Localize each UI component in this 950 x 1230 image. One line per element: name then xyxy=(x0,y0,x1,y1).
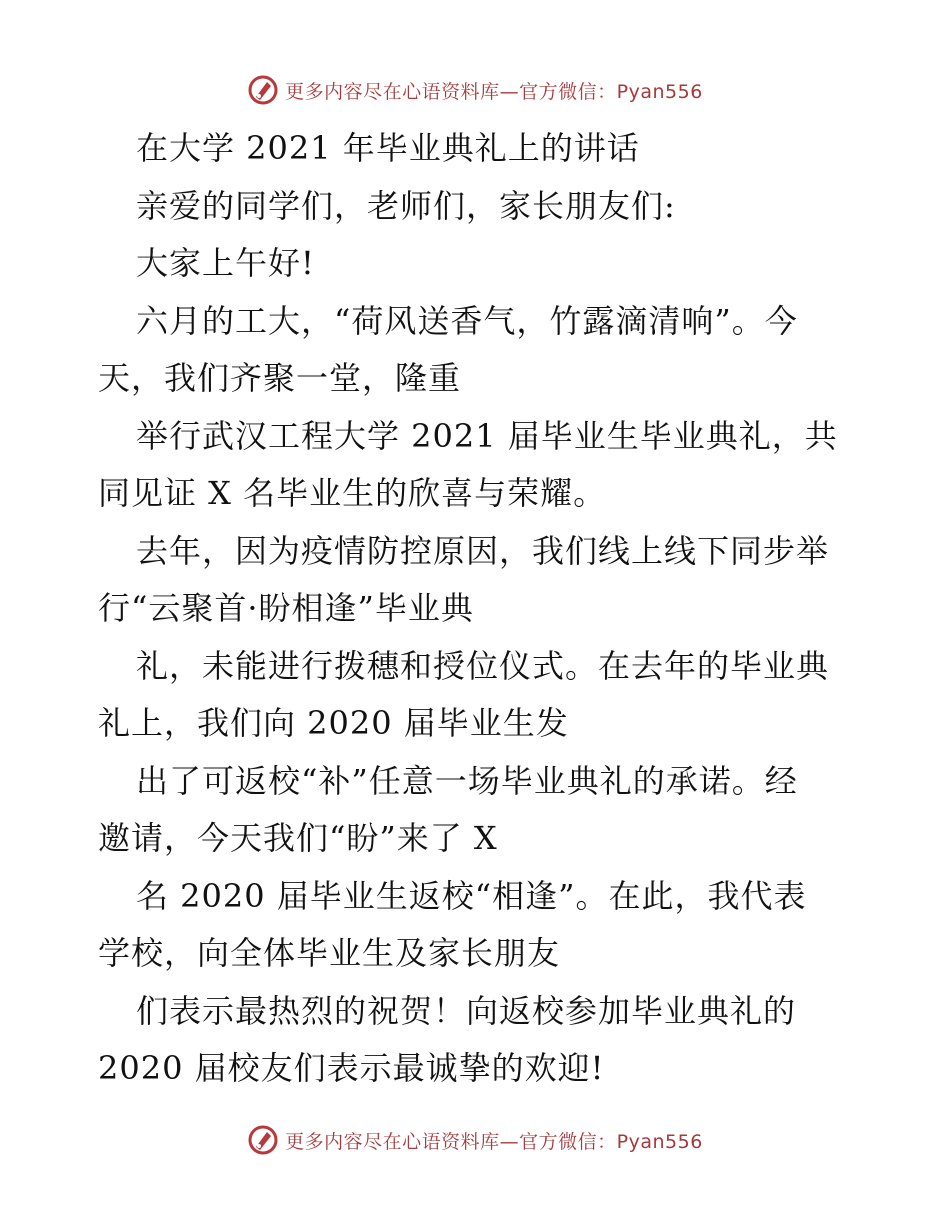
fountain-pen-logo-icon xyxy=(247,1124,279,1156)
paragraph-line: 天，我们齐聚一堂，隆重 xyxy=(98,359,462,397)
paragraph-line: 六月的工大，“荷风送香气，竹露滴清响”。今 xyxy=(136,301,798,340)
document-title: 在大学 2021 年毕业典礼上的讲话 xyxy=(136,129,640,167)
header-watermark xyxy=(0,70,950,110)
paragraph-line: 同见证 X 名毕业生的欣喜与荣耀。 xyxy=(98,474,607,512)
greeting: 大家上午好! xyxy=(136,244,315,282)
paragraph-line: 礼，未能进行拨穗和授位仪式。在去年的毕业典 xyxy=(136,646,830,685)
paragraph-line: 们表示最热烈的祝贺！向返校参加毕业典礼的 xyxy=(136,991,797,1030)
footer-watermark xyxy=(0,1120,950,1160)
paragraph-line: 举行武汉工程大学 2021 届毕业生毕业典礼，共 xyxy=(136,416,838,455)
fountain-pen-logo-icon xyxy=(247,74,279,106)
paragraph-line: 礼上，我们向 2020 届毕业生发 xyxy=(98,704,569,742)
paragraph-line: 2020 届校友们表示最诚挚的欢迎! xyxy=(98,1049,605,1087)
watermark-text: 更多内容尽在心语资料库—官方微信：Pyan556 xyxy=(285,80,703,103)
salutation: 亲爱的同学们，老师们，家长朋友们: xyxy=(136,186,676,225)
paragraph-line: 去年，因为疫情防控原因，我们线上线下同步举 xyxy=(136,531,830,570)
watermark-text: 更多内容尽在心语资料库—官方微信：Pyan556 xyxy=(285,1130,703,1153)
paragraph-line: 学校，向全体毕业生及家长朋友 xyxy=(98,934,561,972)
paragraph-line: 出了可返校“补”任意一场毕业典礼的承诺。经 xyxy=(136,761,798,800)
document-body xyxy=(98,120,858,1098)
paragraph-line: 名 2020 届毕业生返校“相逢”。在此，我代表 xyxy=(136,876,807,915)
paragraph-line: 行“云聚首·盼相逢”毕业典 xyxy=(98,589,474,627)
paragraph-line: 邀请，今天我们“盼”来了 X xyxy=(98,819,498,857)
